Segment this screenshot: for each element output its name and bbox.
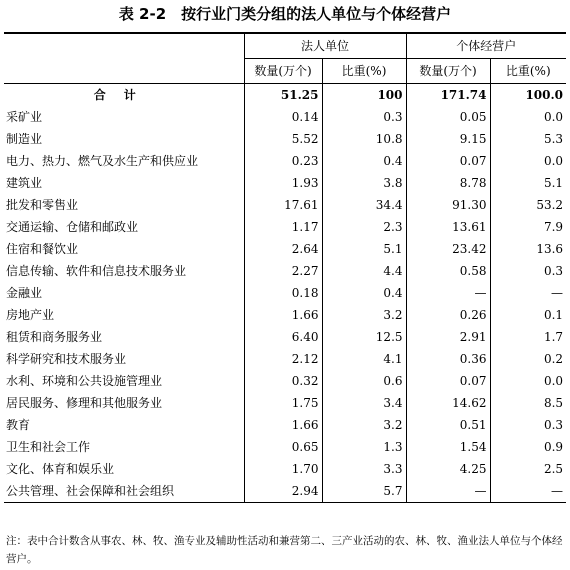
total-label: 合计	[93, 88, 154, 102]
row-label: 信息传输、软件和信息技术服务业	[6, 264, 187, 278]
row-label: 制造业	[6, 132, 43, 146]
row-qty-2: 14.62	[406, 392, 490, 414]
row-label: 交通运输、仓储和邮政业	[6, 220, 139, 234]
row-qty-1: 5.52	[244, 128, 322, 150]
header-legal-entities: 法人单位	[244, 33, 406, 59]
row-ratio-2: 8.5	[490, 392, 566, 414]
row-ratio-1: 0.6	[322, 370, 406, 392]
table-row	[4, 348, 566, 370]
row-qty-1: 1.75	[244, 392, 322, 414]
row-ratio-1: 3.8	[322, 172, 406, 194]
row-label: 科学研究和技术服务业	[6, 352, 127, 366]
row-label: 卫生和社会工作	[6, 440, 91, 454]
row-ratio-2: 0.0	[490, 150, 566, 172]
row-ratio-1: 1.3	[322, 436, 406, 458]
row-label: 水利、环境和公共设施管理业	[6, 374, 163, 388]
table-row	[4, 304, 566, 326]
row-qty-1: 1.17	[244, 216, 322, 238]
row-ratio-1: 5.7	[322, 480, 406, 503]
row-label: 建筑业	[6, 176, 43, 190]
row-qty-2: 0.26	[406, 304, 490, 326]
table-row	[4, 260, 566, 282]
row-ratio-2: 0.1	[490, 304, 566, 326]
row-qty-2: 0.58	[406, 260, 490, 282]
row-qty-1: 17.61	[244, 194, 322, 216]
row-label: 教育	[6, 418, 31, 432]
row-label: 公共管理、社会保障和社会组织	[4, 480, 244, 503]
row-qty-2: 8.78	[406, 172, 490, 194]
header-blank-2	[4, 59, 244, 84]
row-qty-2: 0.36	[406, 348, 490, 370]
row-qty-1: 6.40	[244, 326, 322, 348]
table-title: 表 2-2 按行业门类分组的法人单位与个体经营户	[118, 5, 452, 23]
row-ratio-2: 0.0	[490, 106, 566, 128]
header-ratio-1: 比重(%)	[322, 59, 406, 84]
row-ratio-1: 5.1	[322, 238, 406, 260]
row-label: 房地产业	[6, 308, 55, 322]
row-qty-1: 0.14	[244, 106, 322, 128]
row-qty-2: 9.15	[406, 128, 490, 150]
row-qty-1: 1.93	[244, 172, 322, 194]
table-row	[4, 216, 566, 238]
row-qty-2: 0.05	[406, 106, 490, 128]
row-ratio-1: 3.2	[322, 304, 406, 326]
row-ratio-1: 3.4	[322, 392, 406, 414]
row-ratio-2: 0.0	[490, 370, 566, 392]
row-qty-2: 23.42	[406, 238, 490, 260]
table-row	[4, 194, 566, 216]
row-qty-2: 0.07	[406, 150, 490, 172]
row-ratio-2: 0.3	[490, 414, 566, 436]
row-ratio-1: 0.4	[322, 282, 406, 304]
row-qty-1: 1.66	[244, 304, 322, 326]
table-row	[4, 106, 566, 128]
row-qty-1: 2.12	[244, 348, 322, 370]
header-individual-businesses: 个体经营户	[406, 33, 566, 59]
row-ratio-2: 0.9	[490, 436, 566, 458]
table-row	[4, 480, 566, 503]
table-row	[4, 238, 566, 260]
table-row	[4, 436, 566, 458]
row-qty-1: 2.64	[244, 238, 322, 260]
total-ratio-2: 100.0	[490, 84, 566, 107]
row-qty-2: 0.51	[406, 414, 490, 436]
row-qty-1: 1.66	[244, 414, 322, 436]
row-ratio-2: 5.1	[490, 172, 566, 194]
row-qty-2: 0.07	[406, 370, 490, 392]
table-row	[4, 414, 566, 436]
row-label: 批发和零售业	[6, 198, 79, 212]
data-table	[4, 32, 566, 503]
row-qty-2: 91.30	[406, 194, 490, 216]
row-ratio-1: 3.3	[322, 458, 406, 480]
table-row	[4, 128, 566, 150]
row-qty-2: 2.91	[406, 326, 490, 348]
row-label: 金融业	[6, 286, 43, 300]
header-qty-1: 数量(万个)	[244, 59, 322, 84]
row-ratio-2: 13.6	[490, 238, 566, 260]
row-qty-2: 4.25	[406, 458, 490, 480]
row-ratio-2: 53.2	[490, 194, 566, 216]
total-ratio-1: 100	[322, 84, 406, 107]
header-ratio-2: 比重(%)	[490, 59, 566, 84]
row-qty-2: 13.61	[406, 216, 490, 238]
row-qty-1: 0.65	[244, 436, 322, 458]
total-row	[4, 84, 566, 107]
row-ratio-1: 12.5	[322, 326, 406, 348]
header-qty-2: 数量(万个)	[406, 59, 490, 84]
row-label: 电力、热力、燃气及水生产和供应业	[6, 154, 199, 168]
row-qty-2: —	[406, 282, 490, 304]
row-ratio-1: 34.4	[322, 194, 406, 216]
table-row	[4, 282, 566, 304]
row-qty-2: 1.54	[406, 436, 490, 458]
row-ratio-1: 10.8	[322, 128, 406, 150]
row-ratio-2: —	[490, 480, 566, 503]
row-ratio-1: 0.4	[322, 150, 406, 172]
row-qty-2: —	[406, 480, 490, 503]
table-row	[4, 458, 566, 480]
row-ratio-1: 2.3	[322, 216, 406, 238]
row-label: 居民服务、修理和其他服务业	[6, 396, 163, 410]
row-ratio-1: 4.4	[322, 260, 406, 282]
row-qty-1: 2.94	[244, 480, 322, 503]
header-row-columns	[4, 59, 566, 84]
row-ratio-2: 1.7	[490, 326, 566, 348]
row-qty-1: 0.23	[244, 150, 322, 172]
total-qty-1: 51.25	[244, 84, 322, 107]
row-label: 租赁和商务服务业	[6, 330, 103, 344]
row-qty-1: 0.18	[244, 282, 322, 304]
row-ratio-2: 2.5	[490, 458, 566, 480]
table-row	[4, 370, 566, 392]
row-ratio-1: 3.2	[322, 414, 406, 436]
table-note: 注：表中合计数含从事农、林、牧、渔专业及辅助性活动和兼营第二、三产业活动的农、林、牧、渔业法人单位与个体经营户。	[6, 535, 563, 565]
row-ratio-2: 0.2	[490, 348, 566, 370]
table-row	[4, 150, 566, 172]
table-row	[4, 326, 566, 348]
row-ratio-1: 0.3	[322, 106, 406, 128]
row-ratio-2: 7.9	[490, 216, 566, 238]
row-ratio-2: 0.3	[490, 260, 566, 282]
row-label: 住宿和餐饮业	[6, 242, 79, 256]
row-label: 采矿业	[6, 110, 43, 124]
row-label: 文化、体育和娱乐业	[6, 462, 115, 476]
row-qty-1: 2.27	[244, 260, 322, 282]
row-ratio-1: 4.1	[322, 348, 406, 370]
table-row	[4, 172, 566, 194]
row-ratio-2: —	[490, 282, 566, 304]
row-qty-1: 0.32	[244, 370, 322, 392]
table-row	[4, 392, 566, 414]
total-qty-2: 171.74	[406, 84, 490, 107]
header-blank	[4, 33, 244, 59]
row-ratio-2: 5.3	[490, 128, 566, 150]
header-row-group	[4, 33, 566, 59]
row-qty-1: 1.70	[244, 458, 322, 480]
